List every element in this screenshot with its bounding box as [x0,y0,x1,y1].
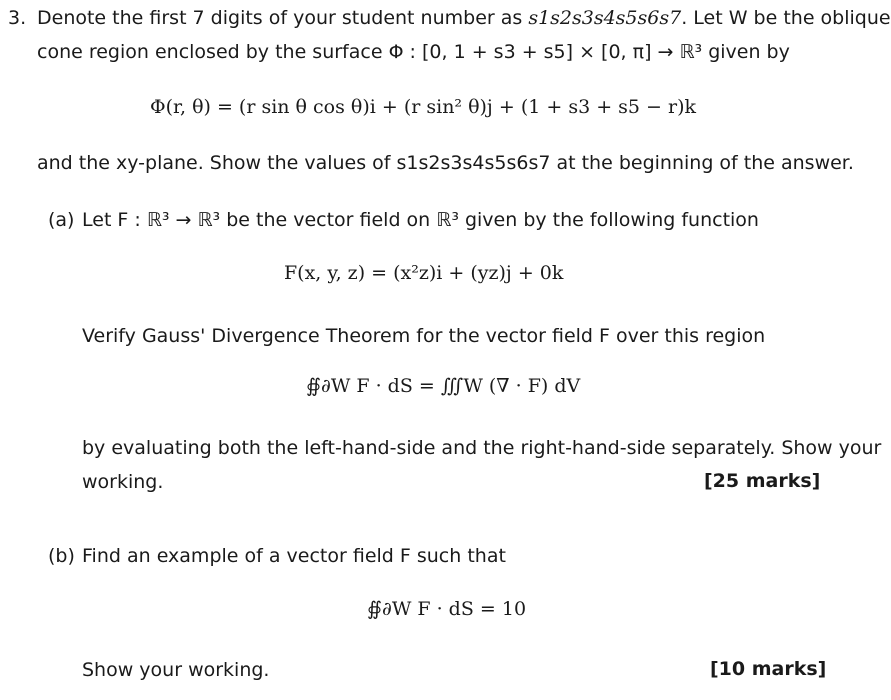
part-a-field-intro: Let F : ℝ³ → ℝ³ be the vector field on ℝ³ given by the following function [82,209,759,231]
question-intro-line [37,6,891,30]
part-a-working-text: working. [82,471,164,493]
intro-text: Denote the first 7 digits of your student number as [37,7,523,29]
intro-tail: . Let W be the oblique [681,7,891,29]
parametrization-equation: Φ(r, θ) = (r sin θ cos θ)i + (r sin² θ)j + (1 + s3 + s5 − r)k [150,96,697,118]
part-b-label: (b) [48,545,75,567]
part-b-text: Find an example of a vector field F such that [82,545,506,567]
flux-equation: ∯∂W F · dS = 10 [367,598,527,620]
part-a-verify-line: Verify Gauss' Divergence Theorem for the vector field F over this region [82,325,766,347]
region-description-line: and the xy-plane. Show the values of s1s2s3s4s5s6s7 at the beginning of the answer. [37,152,854,174]
part-b-marks: [10 marks] [710,658,827,680]
part-a-label: (a) [48,209,75,231]
vector-field-equation: F(x, y, z) = (x²z)i + (yz)j + 0k [284,262,564,284]
divergence-theorem-equation: ∯∂W F · dS = ∭W (∇ · F) dV [306,375,581,397]
surface-definition-line: cone region enclosed by the surface Φ : [0, 1 + s3 + s5] × [0, π] → ℝ³ given by [37,41,790,63]
part-a-instruction-line: by evaluating both the left-hand-side and the right-hand-side separately. Show your [82,437,882,459]
digits-symbol: s1s2s3s4s5s6s7 [528,7,682,29]
question-number: 3. [8,7,27,29]
part-a-marks: [25 marks] [704,470,821,492]
part-b-working-text: Show your working. [82,659,270,681]
